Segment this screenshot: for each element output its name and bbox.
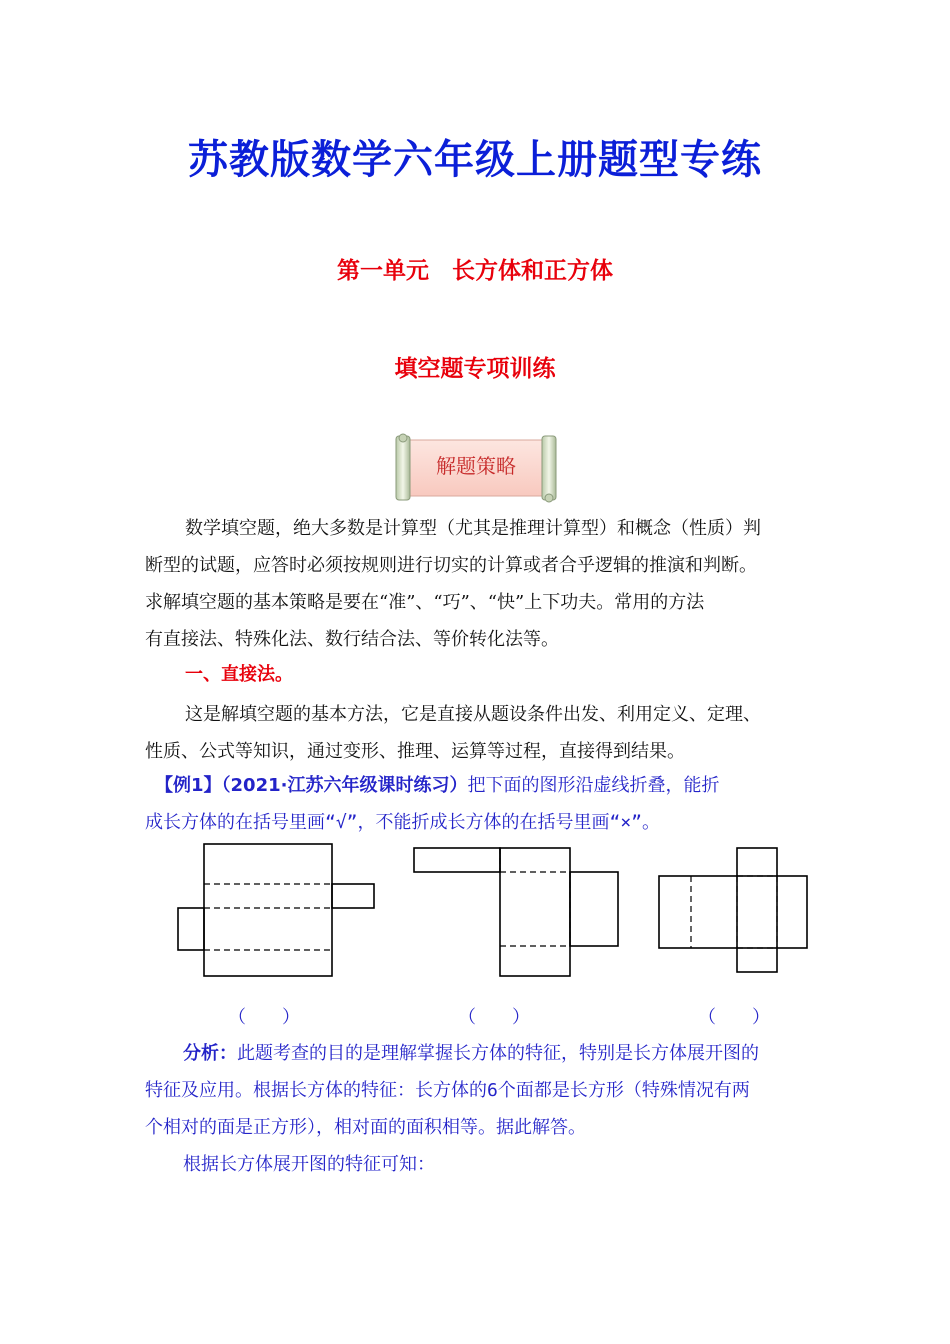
page-title: 苏教版数学六年级上册题型专练: [188, 136, 762, 183]
net-face: [332, 884, 374, 908]
analysis-line: 此题考查的目的是理解掌握长方体的特征，特别是长方体展开图的: [237, 1043, 759, 1064]
cuboid-net-1: [176, 842, 376, 980]
net-face: [737, 848, 777, 972]
section-heading: 填空题专项训练: [394, 356, 556, 382]
net-face: [570, 872, 618, 946]
analysis-paragraph: [145, 1035, 805, 1183]
intro-line: 断型的试题，应答时必须按规则进行切实的计算或者合乎逻辑的推演和判断。: [145, 555, 757, 576]
net-face: [178, 908, 204, 950]
example-paragraph: [145, 767, 805, 841]
net-face: [204, 844, 332, 976]
method-heading: 一、直接法。: [185, 664, 293, 685]
strategy-banner-label: 解题策略: [436, 454, 516, 478]
analysis-line: 个相对的面是正方形），相对面的面积相等。据此解答。: [145, 1117, 586, 1138]
net-face: [659, 876, 807, 948]
intro-line: 有直接法、特殊化法、数行结合法、等价转化法等。: [145, 629, 559, 650]
intro-line: 数学填空题，绝大多数是计算型（尤其是推理计算型）和概念（性质）判: [185, 518, 761, 539]
analysis-line: 根据长方体展开图的特征可知：: [183, 1154, 435, 1175]
answer-blank-3[interactable]: （ ）: [698, 1007, 770, 1028]
cuboid-net-2: [412, 846, 622, 978]
net-face: [500, 848, 570, 976]
net-face: [414, 848, 500, 872]
analysis-line: 特征及应用。根据长方体的特征：长方体的6个面都是长方形（特殊情况有两: [145, 1080, 750, 1101]
unit-heading: 第一单元 长方体和正方体: [337, 258, 613, 284]
answer-blank-2[interactable]: （ ）: [458, 1007, 530, 1028]
example-tag: 【例1】（2021·江苏六年级课时练习）: [155, 775, 468, 796]
answer-blank-1[interactable]: （ ）: [228, 1007, 300, 1028]
method-line: 这是解填空题的基本方法，它是直接从题设条件出发、利用定义、定理、: [185, 704, 761, 725]
intro-paragraph: [145, 510, 805, 658]
analysis-label: 分析：: [183, 1043, 237, 1064]
intro-line: 求解填空题的基本策略是要在“准”、“巧”、“快”上下功夫。常用的方法: [145, 592, 705, 613]
example-line: 成长方体的在括号里画“√”，不能折成长方体的在括号里画“×”。: [145, 812, 661, 833]
example-line: 把下面的图形沿虚线折叠，能折: [467, 775, 720, 796]
cuboid-net-3: [657, 846, 809, 974]
method-paragraph: [145, 696, 805, 770]
method-line: 性质、公式等知识，通过变形、推理、运算等过程，直接得到结果。: [145, 741, 685, 762]
